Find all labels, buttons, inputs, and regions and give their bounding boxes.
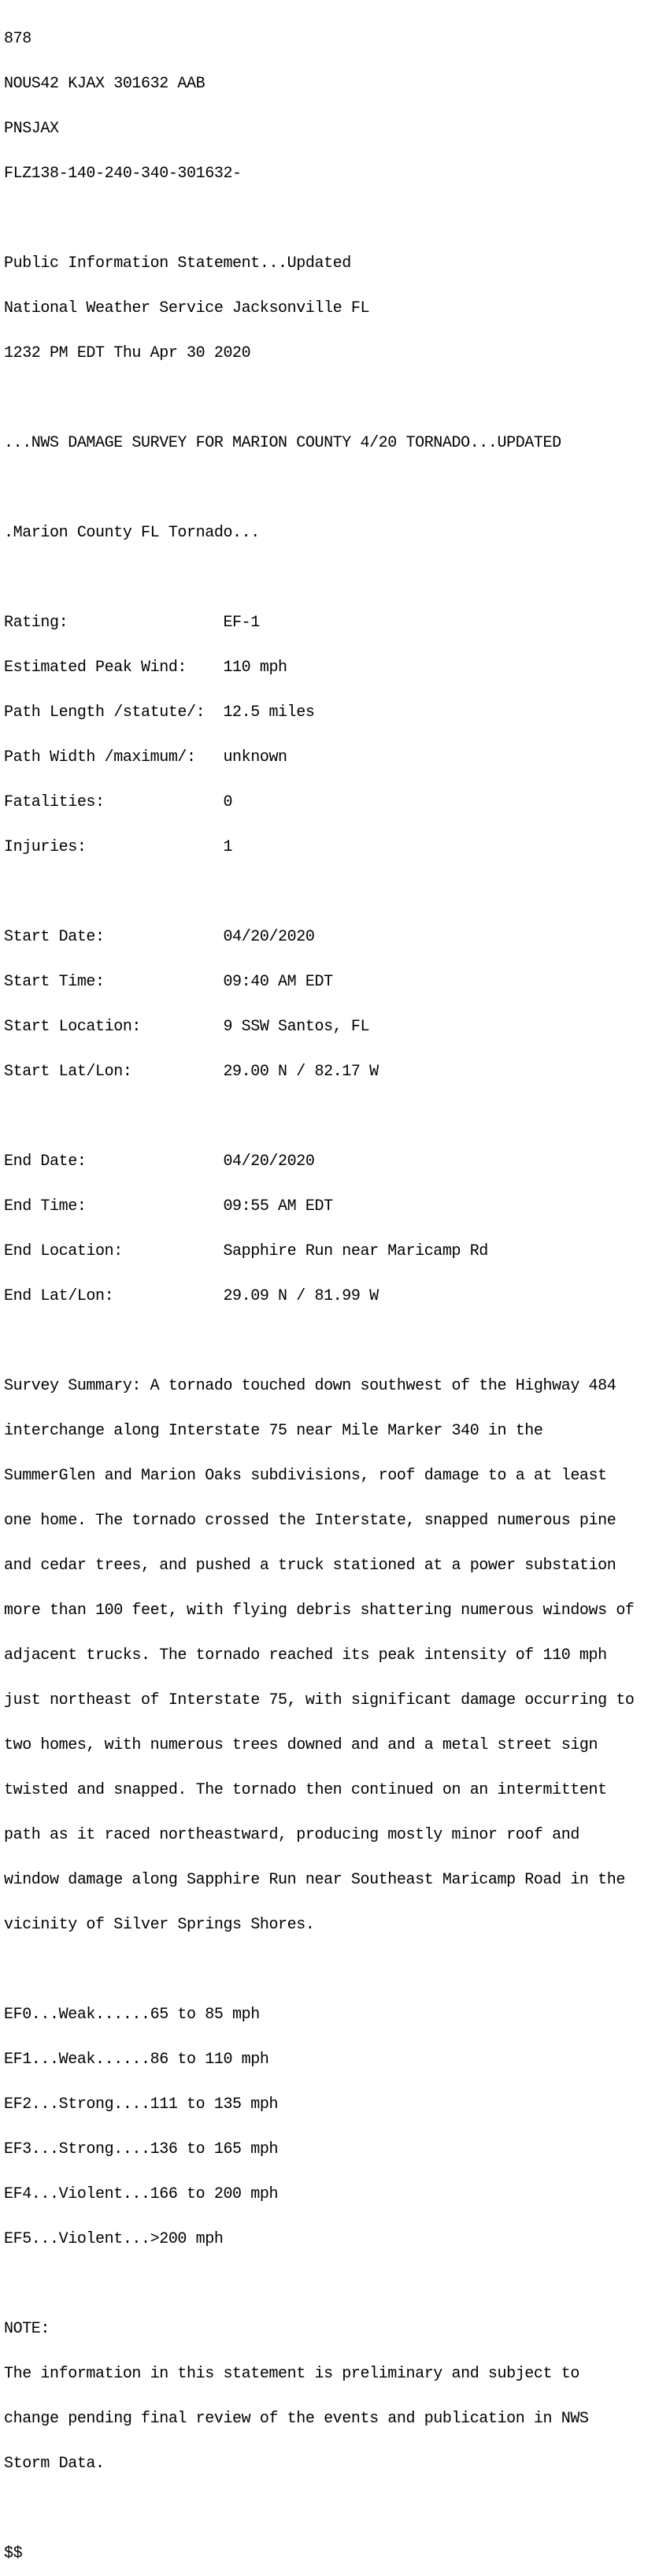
survey-summary-line: SummerGlen and Marion Oaks subdivisions, roof damage to a at least [4,1467,607,1485]
end-latlon-row: End Lat/Lon: 29.09 N / 81.99 W [4,1287,379,1305]
blank-line [4,2501,659,2516]
survey-summary-line: twisted and snapped. The tornado then continued on an intermittent [4,1781,607,1799]
ef-scale-row: EF5...Violent...>200 mph [4,2230,224,2248]
path-width-row: Path Width /maximum/: unknown [4,748,287,766]
fatalities-row: Fatalities: 0 [4,793,233,811]
survey-summary-line: more than 100 feet, with flying debris shattering numerous windows of [4,1602,635,1620]
ef-scale-row: EF1...Weak......86 to 110 mph [4,2051,269,2069]
blank-line [4,1109,659,1124]
note-text-line: Storm Data. [4,2455,105,2473]
headline: ...NWS DAMAGE SURVEY FOR MARION COUNTY 4/20 TORNADO...UPDATED [4,434,561,452]
start-time-row: Start Time: 09:40 AM EDT [4,973,333,991]
product-sequence-number: 878 [4,30,31,48]
survey-summary-line: interchange along Interstate 75 near Mile Marker 340 in the [4,1422,543,1440]
note-text-line: The information in this statement is preliminary and subject to [4,2365,579,2383]
ef-scale-row: EF0...Weak......65 to 85 mph [4,2006,260,2024]
survey-summary-line: Survey Summary: A tornado touched down southwest of the Highway 484 [4,1377,616,1395]
end-time-row: End Time: 09:55 AM EDT [4,1197,333,1216]
blank-line [4,1334,659,1349]
statement-title: Public Information Statement...Updated [4,254,351,273]
ef-scale-row: EF2...Strong....111 to 135 mph [4,2095,279,2114]
blank-line [4,570,659,585]
ef-scale-row: EF4...Violent...166 to 200 mph [4,2185,279,2203]
survey-summary-line: two homes, with numerous trees downed and and a metal street sign [4,1736,598,1754]
end-location-row: End Location: Sapphire Run near Maricamp Rd [4,1242,488,1260]
injuries-row: Injuries: 1 [4,838,233,856]
rating-row: Rating: EF-1 [4,614,260,632]
zone-codes: FLZ138-140-240-340-301632- [4,165,242,183]
start-location-row: Start Location: 9 SSW Santos, FL [4,1018,370,1036]
blank-line [4,885,659,900]
survey-summary-line: path as it raced northeastward, producing mostly minor roof and [4,1826,579,1844]
survey-summary-line: just northeast of Interstate 75, with significant damage occurring to [4,1691,635,1709]
survey-summary-line: vicinity of Silver Springs Shores. [4,1916,315,1934]
survey-summary-line: adjacent trucks. The tornado reached its peak intensity of 110 mph [4,1646,607,1665]
awips-id: PNSJAX [4,120,59,138]
issue-time: 1232 PM EDT Thu Apr 30 2020 [4,344,251,362]
blank-line [4,391,659,406]
blank-line [4,2277,659,2292]
path-length-row: Path Length /statute/: 12.5 miles [4,703,315,722]
survey-summary-line: one home. The tornado crossed the Interstate, snapped numerous pine [4,1512,616,1530]
note-heading: NOTE: [4,2320,50,2338]
section-heading: .Marion County FL Tornado... [4,524,260,542]
end-of-product-marker: $$ [4,2544,23,2563]
peak-wind-row: Estimated Peak Wind: 110 mph [4,659,287,677]
start-latlon-row: Start Lat/Lon: 29.00 N / 82.17 W [4,1063,379,1081]
wmo-header: NOUS42 KJAX 301632 AAB [4,75,205,93]
note-text-line: change pending final review of the events and publication in NWS [4,2410,589,2428]
start-date-row: Start Date: 04/20/2020 [4,928,315,946]
survey-summary-line: and cedar trees, and pushed a truck stationed at a power substation [4,1557,616,1575]
blank-line [4,1962,659,1977]
survey-summary-line: window damage along Sapphire Run near Southeast Maricamp Road in the [4,1871,625,1889]
blank-line [4,211,659,226]
ef-scale-row: EF3...Strong....136 to 165 mph [4,2140,279,2158]
issuing-office: National Weather Service Jacksonville FL [4,299,370,317]
blank-line [4,481,659,496]
end-date-row: End Date: 04/20/2020 [4,1153,315,1171]
